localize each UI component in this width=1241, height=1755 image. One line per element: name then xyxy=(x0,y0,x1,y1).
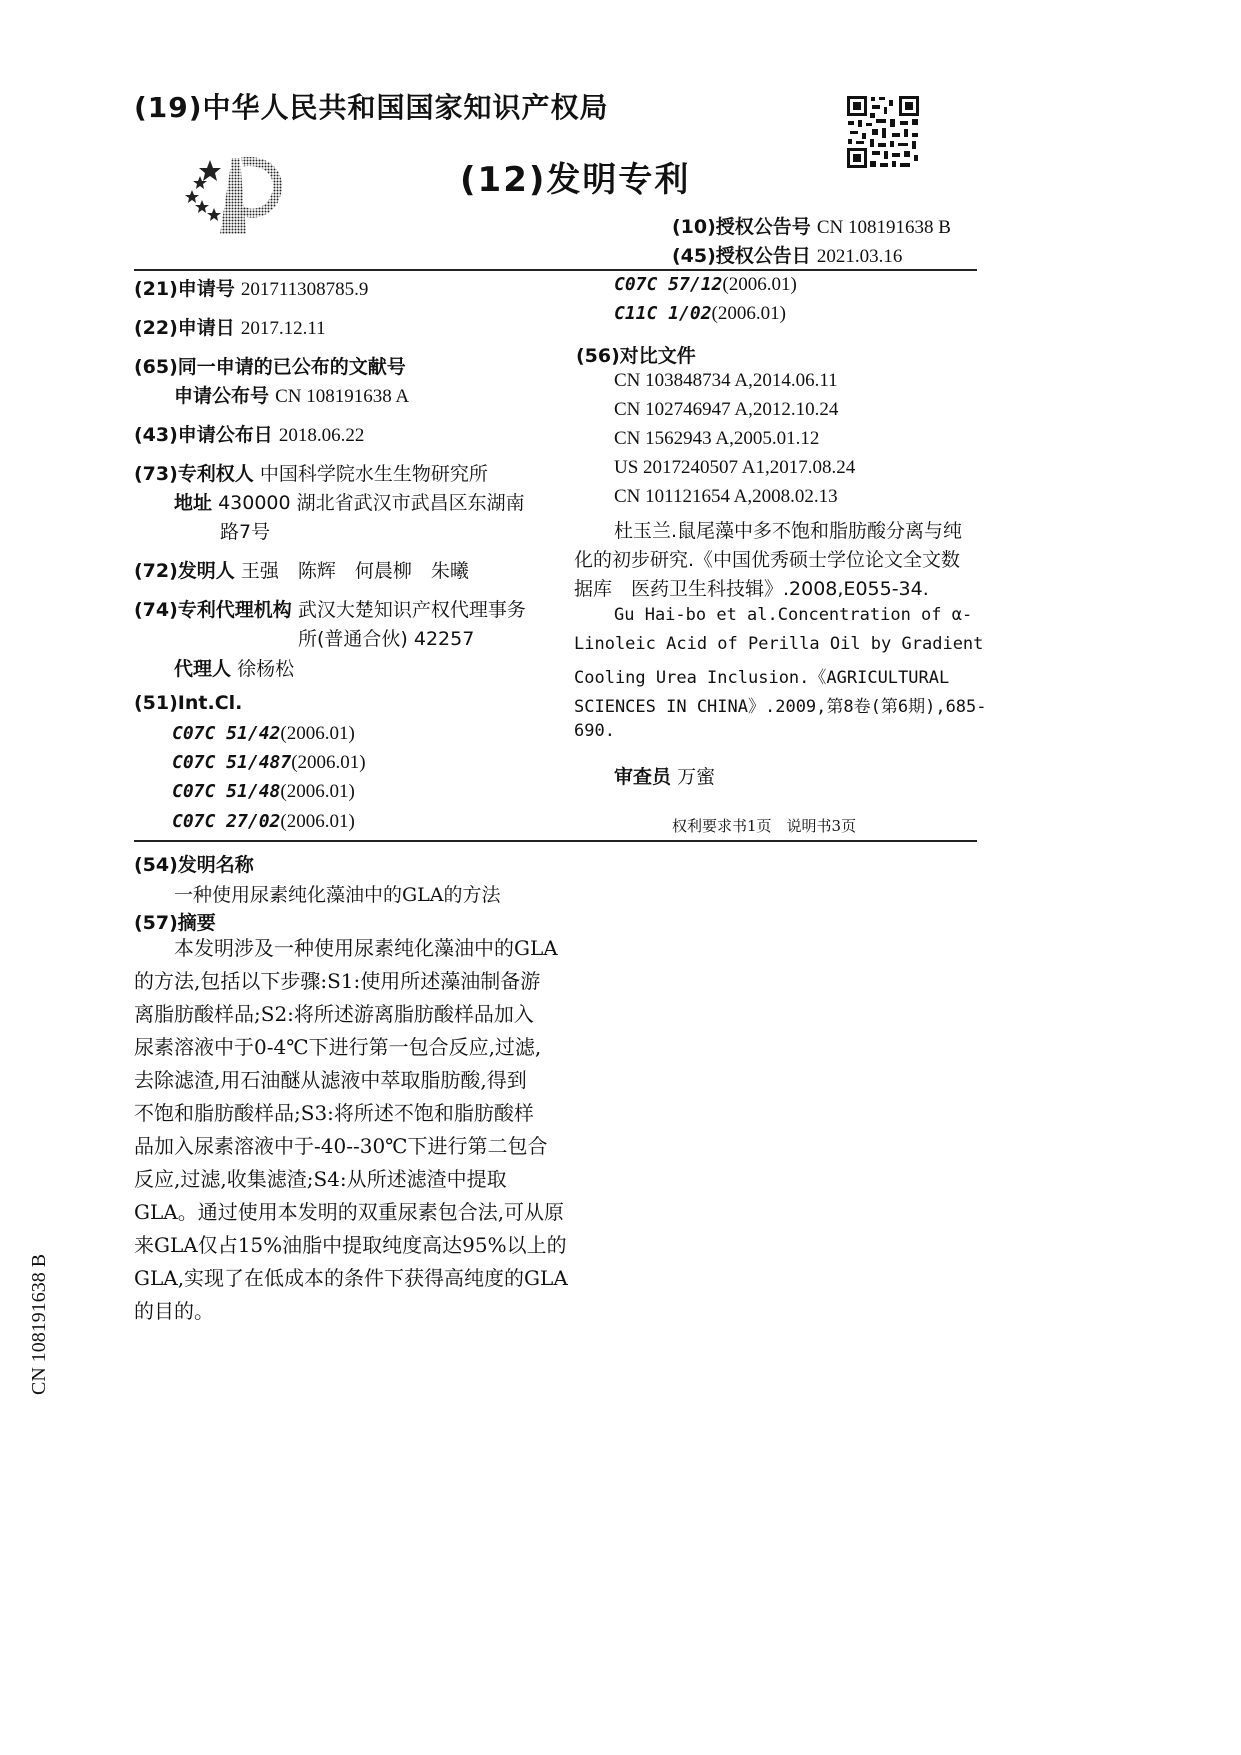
ref-item: CN 101121654 A,2008.02.13 xyxy=(614,486,838,507)
abstract-line: 尿素溶液中于0-4℃下进行第一包合反应,过滤, xyxy=(134,1035,542,1059)
intcl-version: (2006.01) xyxy=(711,303,786,324)
prior-pub-no: CN 108191638 A xyxy=(275,386,410,407)
intcl-code: C07C 27/02 xyxy=(172,811,281,832)
intcl-item xyxy=(614,273,797,296)
pub-date: 2021.03.16 xyxy=(816,246,903,267)
abstract-line: 去除滤渣,用石油醚从滤液中萃取脂肪酸,得到 xyxy=(134,1068,527,1092)
intcl-label: (51)Int.Cl. xyxy=(134,692,243,714)
prior-pub-date-row xyxy=(134,420,364,447)
page-counts: 权利要求书1页 说明书3页 xyxy=(672,817,857,835)
app-date: 2017.12.11 xyxy=(240,318,326,339)
cnipa-emblem-icon xyxy=(180,150,290,235)
inventors-row xyxy=(134,556,469,583)
intcl-item xyxy=(172,751,366,774)
abstract-line: 的方法,包括以下步骤:S1:使用所述藻油制备游 xyxy=(134,969,541,993)
patentee: 中国科学院水生生物研究所 xyxy=(259,463,488,485)
address-line2: 路7号 xyxy=(220,521,271,543)
ref-cn-line: 化的初步研究.《中国优秀硕士学位论文全文数 xyxy=(574,549,961,571)
middle-divider xyxy=(134,840,977,842)
ref-item: CN 102746947 A,2012.10.24 xyxy=(614,399,839,420)
intcl-version: (2006.01) xyxy=(280,781,355,802)
abstract-line: 离脂肪酸样品;S2:将所述游离脂肪酸样品加入 xyxy=(134,1002,534,1026)
title-label: (54)发明名称 xyxy=(134,854,254,876)
ref-cn-line: 杜玉兰.鼠尾藻中多不饱和脂肪酸分离与纯 xyxy=(614,520,963,542)
patentee-row xyxy=(134,459,488,486)
intcl-code: C07C 51/487 xyxy=(172,752,292,773)
examiner-label: 审查员 xyxy=(614,766,672,788)
abstract-line: 的目的。 xyxy=(134,1299,214,1323)
app-no-label: (21)申请号 xyxy=(134,278,235,300)
ref-item: US 2017240507 A1,2017.08.24 xyxy=(614,457,856,478)
abstract-line: 反应,过滤,收集滤渣;S4:从所述滤渣中提取 xyxy=(134,1167,507,1191)
intcl-version: (2006.01) xyxy=(280,811,355,832)
intcl-item xyxy=(172,722,355,745)
pub-date-row xyxy=(672,241,902,268)
abstract-line: GLA,实现了在低成本的条件下获得高纯度的GLA xyxy=(134,1266,568,1290)
pub-date-label: (45)授权公告日 xyxy=(672,245,811,267)
ref-en-line: Linoleic Acid of Perilla Oil by Gradient xyxy=(574,634,984,654)
agency-line1: 武汉大楚知识产权代理事务 xyxy=(297,599,526,621)
prior-pub-no-label: 申请公布号 xyxy=(174,385,270,407)
abstract-line: 品加入尿素溶液中于-40--30℃下进行第二包合 xyxy=(134,1134,548,1158)
office-title: (19)中华人民共和国国家知识产权局 xyxy=(134,91,609,124)
prior-pub-date: 2018.06.22 xyxy=(278,425,365,446)
document-type: (12)发明专利 xyxy=(460,160,691,200)
intcl-item xyxy=(172,810,355,833)
abstract-line: GLA。通过使用本发明的双重尿素包合法,可从原 xyxy=(134,1200,565,1224)
app-no: 201711308785.9 xyxy=(240,279,369,300)
ref-item: CN 103848734 A,2014.06.11 xyxy=(614,370,838,391)
agency-line2: 所(普通合伙) 42257 xyxy=(298,628,475,650)
refs-label: (56)对比文件 xyxy=(576,345,696,367)
examiner: 万蜜 xyxy=(677,766,716,788)
agent-row xyxy=(174,654,294,681)
ref-en-line: Gu Hai-bo et al.Concentration of α- xyxy=(614,605,973,625)
ref-en-line: SCIENCES IN CHINA》.2009,第8卷(第6期),685- xyxy=(574,697,987,717)
address-label: 地址 xyxy=(174,492,213,514)
invention-title: 一种使用尿素纯化藻油中的GLA的方法 xyxy=(174,884,501,906)
ref-en-line: Cooling Urea Inclusion.《AGRICULTURAL xyxy=(574,668,950,688)
intcl-item xyxy=(172,780,355,803)
address-row xyxy=(174,488,525,515)
intcl-item xyxy=(614,302,786,325)
examiner-row xyxy=(614,762,715,789)
pub-no: CN 108191638 B xyxy=(816,217,951,238)
ref-cn-line: 据库 医药卫生科技辑》.2008,E055-34. xyxy=(574,578,929,600)
pub-no-label: (10)授权公告号 xyxy=(672,216,811,238)
qr-code-icon xyxy=(846,95,920,169)
patentee-label: (73)专利权人 xyxy=(134,463,254,485)
inventors-label: (72)发明人 xyxy=(134,560,235,582)
intcl-code: C11C 1/02 xyxy=(614,303,712,324)
intcl-code: C07C 57/12 xyxy=(614,274,723,295)
agency-row xyxy=(134,595,526,622)
pub-no-row xyxy=(672,212,951,239)
intcl-code: C07C 51/48 xyxy=(172,781,281,802)
app-date-row xyxy=(134,313,326,340)
top-divider xyxy=(134,269,977,271)
intcl-version: (2006.01) xyxy=(722,274,797,295)
app-date-label: (22)申请日 xyxy=(134,317,235,339)
prior-pub-no-row xyxy=(174,381,409,408)
ref-item: CN 1562943 A,2005.01.12 xyxy=(614,428,820,449)
abstract-line: 不饱和脂肪酸样品;S3:将所述不饱和脂肪酸样 xyxy=(134,1101,534,1125)
app-no-row xyxy=(134,274,368,301)
abstract-line: 本发明涉及一种使用尿素纯化藻油中的GLA xyxy=(174,936,558,960)
address-line1: 430000 湖北省武汉市武昌区东湖南 xyxy=(218,492,525,514)
abstract-label: (57)摘要 xyxy=(134,912,216,934)
agent-label: 代理人 xyxy=(174,658,232,680)
side-publication-number: CN 108191638 B xyxy=(28,1253,50,1395)
agent: 徐杨松 xyxy=(237,658,295,680)
prior-pub-date-label: (43)申请公布日 xyxy=(134,424,273,446)
abstract-line: 来GLA仅占15%油脂中提取纯度高达95%以上的 xyxy=(134,1233,567,1257)
agency-label: (74)专利代理机构 xyxy=(134,599,292,621)
intcl-version: (2006.01) xyxy=(291,752,366,773)
intcl-version: (2006.01) xyxy=(280,723,355,744)
ref-en-line: 690. xyxy=(574,721,615,741)
prior-pub-label: (65)同一申请的已公布的文献号 xyxy=(134,356,406,378)
intcl-code: C07C 51/42 xyxy=(172,723,281,744)
inventors: 王强 陈辉 何晨柳 朱曦 xyxy=(240,560,469,582)
